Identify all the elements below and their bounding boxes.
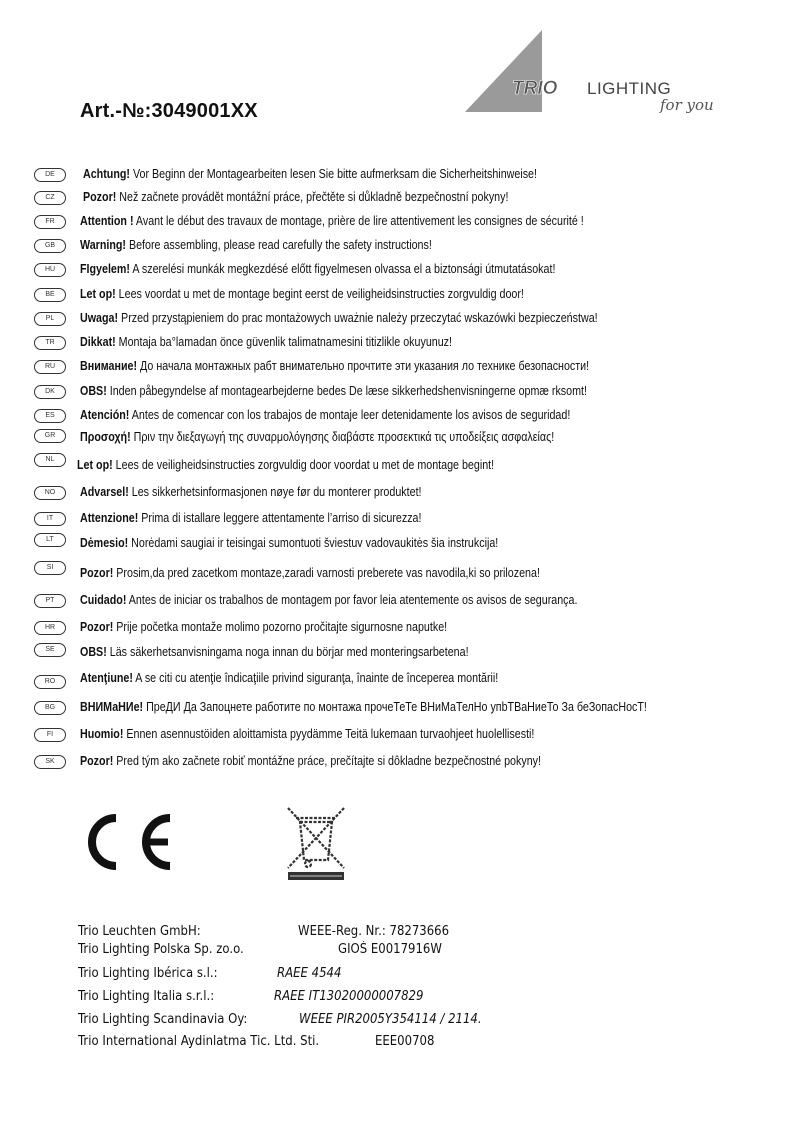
language-code-badge: SE: [34, 643, 66, 657]
warning-text: [80, 286, 524, 302]
warning-lead: Warning!: [80, 238, 126, 252]
warning-text: [80, 407, 570, 423]
ce-mark-icon: [74, 812, 174, 872]
warning-text: [83, 166, 537, 182]
warning-lead: Προσοχή!: [80, 430, 131, 444]
language-code-badge: BG: [34, 701, 66, 715]
language-code-badge: FI: [34, 728, 66, 742]
warning-body: Pred tým ako začnete robiť montážne práce, prečítajte si dôkladne bezpečnostné pokyny!: [113, 754, 542, 768]
warning-lead: Dėmesio!: [80, 536, 129, 550]
registration-number: EEE00708: [375, 1034, 435, 1049]
language-code-badge: LT: [34, 533, 66, 547]
warning-body: Montaja ba°lamadan önce güvenlik talimatnamesini titizlikle okuyunuz!: [115, 335, 453, 349]
language-code-badge: RO: [34, 675, 66, 689]
warning-body: Prije početka montaže molimo pozorno pročitajte sigurnosne naputke!: [113, 620, 448, 634]
warning-body: Läs säkerhetsanvisningama noga innan du börjar med monteringsarbetena!: [106, 645, 469, 659]
warning-body: Inden påbegyndelse af montagearbejderne bedes De læse sikkerhedshenvisningerne opmæ rksomt!: [106, 384, 587, 398]
registration-number: RAEE IT13020000007829: [274, 989, 424, 1004]
warning-body: A szerelési munkák megkezdésé előtt figyelmesen olvassa el a biztonsági útmutatásokat!: [129, 262, 556, 276]
language-code-badge: BE: [34, 288, 66, 302]
warning-body: Antes de comencar con los trabajos de montaje leer detenidamente los avisos de seguridad!: [129, 408, 571, 422]
warning-text: [80, 310, 598, 326]
warning-text: [80, 213, 584, 229]
warning-body: Les sikkerhetsinformasjonen nøye før du monterer produktet!: [128, 485, 422, 499]
registration-company: Trio Lighting Polska Sp. zo.o.: [78, 942, 244, 957]
warning-lead: OBS!: [80, 645, 107, 659]
registration-company: Trio Lighting Italia s.r.l.:: [78, 989, 215, 1004]
warning-lead: Atenţiune!: [80, 671, 133, 685]
language-code-badge: NO: [34, 486, 66, 500]
language-code-badge: HU: [34, 263, 66, 277]
warning-body: Prosim,da pred zacetkom montaze,zaradi varnosti preberete vas navodila,ki so prilozena!: [113, 566, 540, 580]
warning-lead: Dikkat!: [80, 335, 116, 349]
warning-body: Norėdami saugiai ir teisingai sumontuoti šviestuv vadovaukitės šia instrukcija!: [128, 536, 499, 550]
warning-body: Ennen asennustöiden aloittamista pyydämme Teitä lukemaan turvaohjeet huolellisesti!: [123, 727, 535, 741]
warning-text: [80, 358, 589, 374]
warning-lead: Pozor!: [80, 620, 114, 634]
warning-text: [80, 753, 541, 769]
warning-text: [80, 429, 554, 445]
warning-lead: Внимание!: [80, 359, 138, 373]
warning-body: Przed przystąpieniem do prac montażowych uważnie należy przeczytać wskazówki bezpieczeństwa!: [118, 311, 598, 325]
warning-text: [80, 334, 452, 350]
warning-lead: Atención!: [80, 408, 130, 422]
warning-body: ПреДИ Да Запоцнете работите по монтажа прочеТеТе ВНиМаТелНо упbТВаНиеТо За беЗопасНосТ!: [143, 700, 647, 714]
warning-lead: Let op!: [80, 287, 116, 301]
crossed-bin-icon: [284, 804, 348, 884]
warning-lead: Cuidado!: [80, 593, 127, 607]
trio-lighting-logo: [460, 26, 740, 126]
logo-name: LIGHTING: [587, 79, 672, 98]
warning-body: Vor Beginn der Montagearbeiten lesen Sie bitte aufmerksam die Sicherheitshinweise!: [129, 167, 537, 181]
warning-text: [80, 726, 534, 742]
registration-company: Trio Leuchten GmbH:: [78, 924, 201, 939]
warning-text: [80, 699, 647, 715]
warning-body: Antes de iniciar os trabalhos de montagem por favor leia atentemente os avisos de segurança.: [126, 593, 578, 607]
warning-text: [80, 237, 432, 253]
warning-lead: ВНИМаНИе!: [80, 700, 144, 714]
warning-lead: Pozor!: [83, 190, 117, 204]
article-number: Art.-№:3049001XX: [80, 100, 258, 122]
warning-text: [80, 670, 498, 686]
warning-lead: Pozor!: [80, 566, 114, 580]
language-code-badge: NL: [34, 453, 66, 467]
warning-lead: Attention !: [80, 214, 134, 228]
logo-tagline: for you: [660, 96, 714, 114]
warning-body: Avant le début des travaux de montage, prière de lire attentivement les consignes de sécurité !: [133, 214, 584, 228]
warning-text: [80, 619, 447, 635]
warning-lead: Attenzione!: [80, 511, 139, 525]
language-code-badge: PL: [34, 312, 66, 326]
language-code-badge: IT: [34, 512, 66, 526]
language-code-badge: RU: [34, 360, 66, 374]
warning-body: Πριν την διεξαγωγή της συναρμολόγησης διαβάστε προσεκτικά τις υποδείξεις ασφαλείας!: [130, 430, 555, 444]
warning-lead: Pozor!: [80, 754, 114, 768]
language-code-badge: HR: [34, 621, 66, 635]
warning-text: [83, 189, 508, 205]
warning-text: [80, 383, 587, 399]
registration-number: GIOŚ E0017916W: [338, 942, 442, 957]
warning-body: Než začnete provádět montážní práce, přečtěte si důkladně bezpečnostní pokyny!: [116, 190, 509, 204]
registration-company: Trio Lighting Ibérica s.l.:: [78, 966, 218, 981]
warning-text: [80, 535, 498, 551]
warning-body: Before assembling, please read carefully the safety instructions!: [125, 238, 432, 252]
registration-number: WEEE PIR2005Y354114 / 2114.: [299, 1012, 482, 1027]
logo-brand: TRIO: [512, 78, 558, 99]
language-code-badge: ES: [34, 409, 66, 423]
warning-body: Prima di istallare leggere attentamente l’arriso di sicurezza!: [138, 511, 422, 525]
warning-text: [77, 457, 494, 473]
warning-lead: Advarsel!: [80, 485, 129, 499]
warning-body: A se citi cu atenţie îndicaţiile privind siguranţa, înainte de începerea montării!: [132, 671, 499, 685]
language-code-badge: CZ: [34, 191, 66, 205]
warning-text: [80, 644, 469, 660]
warning-body: Lees de veiligheidsinstructies zorgvuldig door voordat u met de montage begint!: [112, 458, 495, 472]
language-code-badge: GB: [34, 239, 66, 253]
registration-number: WEEE-Reg. Nr.: 78273666: [298, 924, 450, 939]
warning-lead: Uwaga!: [80, 311, 119, 325]
language-code-badge: DE: [34, 168, 66, 182]
warning-lead: OBS!: [80, 384, 107, 398]
language-code-badge: FR: [34, 215, 66, 229]
warning-body: До начала монтажных рабт внимательно прочтите эти указания ло технике безопасности!: [137, 359, 590, 373]
warning-lead: Let op!: [77, 458, 113, 472]
language-code-badge: TR: [34, 336, 66, 350]
warning-text: [80, 261, 555, 277]
language-code-badge: GR: [34, 429, 66, 443]
language-code-badge: SK: [34, 755, 66, 769]
language-code-badge: SI: [34, 561, 66, 575]
warning-lead: Huomio!: [80, 727, 124, 741]
warning-text: [80, 484, 422, 500]
warning-text: [80, 510, 421, 526]
warning-lead: FIgyelem!: [80, 262, 130, 276]
warning-text: [80, 592, 577, 608]
registration-number: RAEE 4544: [277, 966, 342, 981]
warning-lead: Achtung!: [83, 167, 130, 181]
registration-company: Trio International Aydinlatma Tic. Ltd. Sti.: [78, 1034, 320, 1049]
language-code-badge: DK: [34, 385, 66, 399]
registration-company: Trio Lighting Scandinavia Oy:: [78, 1012, 248, 1027]
warning-body: Lees voordat u met de montage begint eerst de veiligheidsinstructies zorgvuldig door!: [115, 287, 524, 301]
language-code-badge: PT: [34, 594, 66, 608]
warning-text: [80, 565, 540, 581]
